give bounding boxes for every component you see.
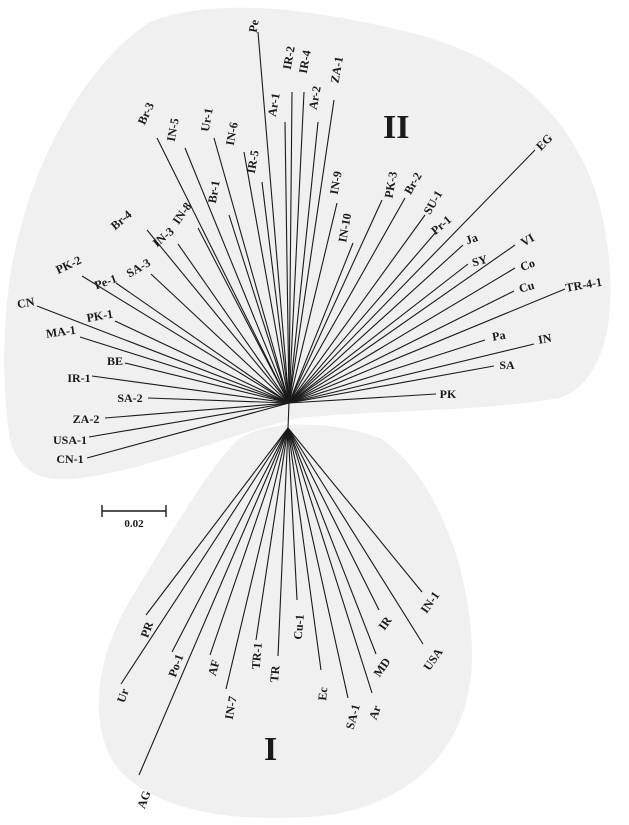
leaf-label-ar: Ar <box>365 703 384 722</box>
leaf-label-za-2: ZA-2 <box>72 411 100 426</box>
scale-bar <box>102 505 166 530</box>
leaf-label-in-6: IN-6 <box>222 121 241 147</box>
leaf-label-in-3: IN-3 <box>149 224 177 250</box>
leaf-label-in-7: IN-7 <box>221 695 240 721</box>
leaf-label-ir-5: IR-5 <box>243 149 262 175</box>
leaf-label-sa-2: SA-2 <box>117 390 143 405</box>
leaf-label-pr: PR <box>137 619 157 640</box>
leaf-label-cn: CN <box>16 294 36 312</box>
leaf-label-ir-4: IR-4 <box>295 49 314 75</box>
leaf-label-su-1: SU-1 <box>420 187 446 217</box>
leaf-label-ma-1: MA-1 <box>44 322 77 341</box>
leaf-label-pr-1: Pr-1 <box>428 212 455 238</box>
leaf-label-br-3: Br-3 <box>134 100 158 127</box>
leaf-label-cn-1: CN-1 <box>56 451 84 466</box>
leaf-label-in-5: IN-5 <box>163 117 182 143</box>
leaf-label-ir-2: IR-2 <box>279 45 298 71</box>
leaf-label-ur-1: Ur-1 <box>197 106 216 133</box>
leaf-label-pe: Pe <box>245 18 262 34</box>
leaf-label-pa: Pa <box>490 327 507 344</box>
scale-bar-value: 0.02 <box>124 518 144 530</box>
leaf-label-sa-1: SA-1 <box>342 702 363 731</box>
leaf-label-ag: AG <box>134 788 154 811</box>
leaf-label-sa-3: SA-3 <box>123 255 153 281</box>
leaf-label-in: IN <box>536 330 553 347</box>
leaf-label-tr: TR <box>267 664 283 683</box>
leaf-label-ur: Ur <box>113 686 132 705</box>
leaf-label-ec: Ec <box>315 686 331 702</box>
leaf-label-pk-3: PK-3 <box>381 170 400 200</box>
leaf-label-pk-1: PK-1 <box>85 306 115 325</box>
leaf-label-af: AF <box>204 658 223 678</box>
leaf-label-pk-2: PK-2 <box>53 252 84 277</box>
clade-I-label: I <box>264 731 278 768</box>
leaf-label-sa: SA <box>499 357 515 372</box>
leaf-label-be: BE <box>106 353 124 368</box>
leaf-label-tr-1: TR-1 <box>248 641 265 670</box>
leaf-label-br-2: Br-2 <box>401 169 425 197</box>
leaf-label-ir-1: IR-1 <box>67 370 91 385</box>
leaf-label-ja: Ja <box>463 230 480 248</box>
leaf-label-usa-1: USA-1 <box>52 432 88 447</box>
leaf-label-ar-2: Ar-2 <box>305 84 324 111</box>
clade-II-label: II <box>383 109 410 146</box>
leaf-label-tr-4-1: TR-4-1 <box>564 274 604 295</box>
leaf-label-in-1: IN-1 <box>417 588 443 616</box>
leaf-label-br-1: Br-1 <box>204 179 223 205</box>
leaf-label-cu: Cu <box>517 278 536 296</box>
leaf-label-sy: SY <box>470 252 489 270</box>
leaf-label-pe-1: Pe-1 <box>92 271 119 293</box>
leaf-label-po-1: Po-1 <box>165 652 187 679</box>
leaf-label-in-10: IN-10 <box>335 212 355 244</box>
leaf-label-vi: VI <box>518 230 537 250</box>
leaf-label-md: MD <box>370 655 394 680</box>
leaf-label-cu-1: Cu-1 <box>290 613 307 641</box>
leaf-label-pk: PK <box>439 386 457 401</box>
leaf-label-eg: EG <box>533 131 556 154</box>
leaf-label-ir: IR <box>375 613 395 633</box>
leaf-label-co: Co <box>518 255 537 274</box>
leaf-label-in-8: IN-8 <box>169 199 195 227</box>
leaf-label-in-9: IN-9 <box>326 170 345 196</box>
leaf-label-br-4: Br-4 <box>107 207 135 233</box>
leaf-label-usa: USA <box>420 645 446 674</box>
clade-II-region <box>4 8 610 480</box>
leaf-label-za-1: ZA-1 <box>327 55 346 85</box>
leaf-label-ar-1: Ar-1 <box>264 91 283 118</box>
